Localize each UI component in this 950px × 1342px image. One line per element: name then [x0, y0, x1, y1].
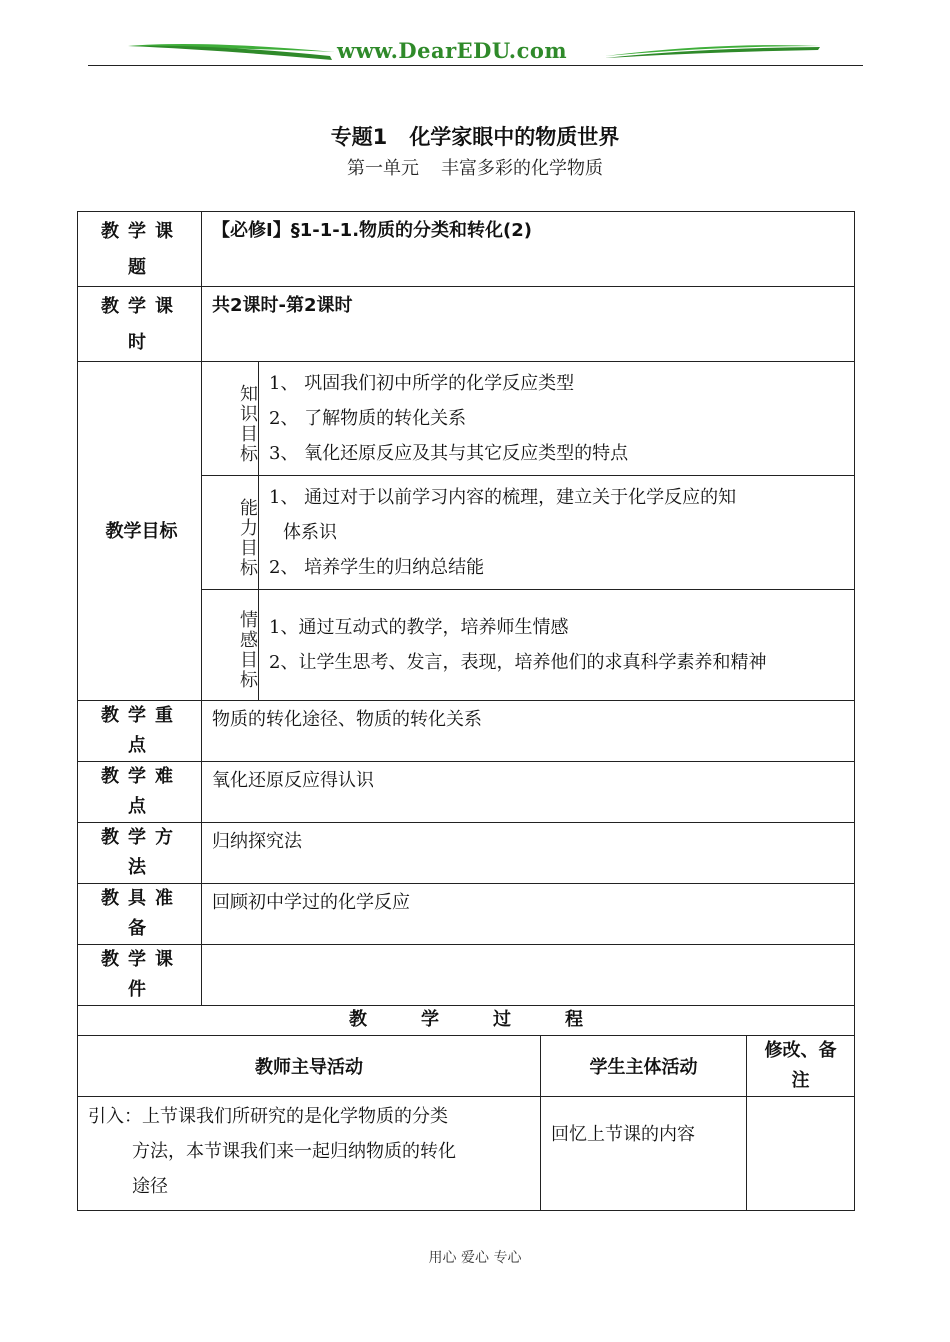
emotion-goal-item: 1、通过互动式的教学，培养师生情感 — [269, 617, 569, 638]
label-key-point: 教学重点 — [78, 701, 202, 762]
title-topic-name: 化学家眼中的物质世界 — [409, 125, 620, 149]
label-ability-goal: 能力目标 — [202, 476, 259, 590]
ability-goal-item-cont: 体系识 — [283, 522, 337, 543]
knowledge-goal-list — [259, 362, 855, 476]
subtitle-unit-name: 丰富多彩的化学物质 — [441, 158, 603, 179]
emotion-goal-list — [259, 590, 855, 701]
page-header — [0, 0, 950, 80]
row-hours — [78, 287, 855, 362]
process-heading — [78, 1006, 855, 1036]
title-topic-number: 专题1 — [330, 125, 388, 149]
brand-text[interactable]: www.DearEDU.com — [337, 38, 568, 63]
knowledge-goal-item: 1、 巩固我们初中所学的化学反应类型 — [269, 373, 575, 394]
process-heading-char: 教 — [349, 1009, 368, 1030]
label-knowledge-goal: 知识目标 — [202, 362, 259, 476]
teacher-intro-line: 方法，本节课我们来一起归纳物质的转化 — [132, 1141, 456, 1162]
value-topic: 【必修Ⅰ】§1-1-1.物质的分类和转化(2) — [202, 212, 855, 287]
row-process-columns — [78, 1036, 855, 1097]
row-goals-knowledge — [78, 362, 855, 476]
ability-goal-item: 2、 培养学生的归纳总结能 — [269, 557, 485, 578]
value-difficulty: 氧化还原反应得认识 — [202, 762, 855, 823]
process-heading-char: 程 — [565, 1009, 584, 1030]
label-tools: 教具准备 — [78, 884, 202, 945]
teacher-intro-line: 途径 — [132, 1176, 168, 1197]
row-difficulty — [78, 762, 855, 823]
row-process-intro — [78, 1097, 855, 1211]
page-footer: 用心 爱心 专心 — [428, 1250, 522, 1266]
subtitle-unit: 第一单元 — [347, 158, 419, 179]
process-heading-char: 学 — [421, 1009, 440, 1030]
document-subtitle — [0, 154, 950, 180]
label-method: 教学方法 — [78, 823, 202, 884]
document-title — [0, 121, 950, 151]
row-topic — [78, 212, 855, 287]
label-emotion-goal: 情感目标 — [202, 590, 259, 701]
ability-goal-item: 1、 通过对于以前学习内容的梳理，建立关于化学反应的知 — [269, 487, 737, 508]
student-activity: 回忆上节课的内容 — [541, 1097, 747, 1211]
label-hours: 教学课时 — [78, 287, 202, 362]
process-heading-char: 过 — [493, 1009, 512, 1030]
label-goals: 教学目标 — [78, 362, 202, 701]
column-teacher-activity: 教师主导活动 — [78, 1036, 541, 1097]
row-process-heading — [78, 1006, 855, 1036]
value-method: 归纳探究法 — [202, 823, 855, 884]
value-key-point: 物质的转化途径、物质的转化关系 — [202, 701, 855, 762]
emotion-goal-item: 2、让学生思考、发言，表现，培养他们的求真科学素养和精神 — [269, 652, 767, 673]
notes-cell — [747, 1097, 855, 1211]
label-difficulty: 教学难点 — [78, 762, 202, 823]
column-student-activity: 学生主体活动 — [541, 1036, 747, 1097]
label-courseware: 教学课件 — [78, 945, 202, 1006]
value-tools: 回顾初中学过的化学反应 — [202, 884, 855, 945]
column-notes: 修改、备注 — [747, 1036, 855, 1097]
teacher-intro — [78, 1097, 541, 1211]
teacher-intro-line: 引入：上节课我们所研究的是化学物质的分类 — [88, 1106, 448, 1127]
lesson-plan-table — [77, 211, 855, 1211]
row-method — [78, 823, 855, 884]
value-courseware — [202, 945, 855, 1006]
label-topic: 教学课题 — [78, 212, 202, 287]
row-courseware — [78, 945, 855, 1006]
row-tools — [78, 884, 855, 945]
row-key-point — [78, 701, 855, 762]
ability-goal-list — [259, 476, 855, 590]
value-hours: 共2课时-第2课时 — [202, 287, 855, 362]
knowledge-goal-item: 3、 氧化还原反应及其与其它反应类型的特点 — [269, 443, 629, 464]
knowledge-goal-item: 2、 了解物质的转化关系 — [269, 408, 467, 429]
header-rule — [88, 65, 863, 66]
